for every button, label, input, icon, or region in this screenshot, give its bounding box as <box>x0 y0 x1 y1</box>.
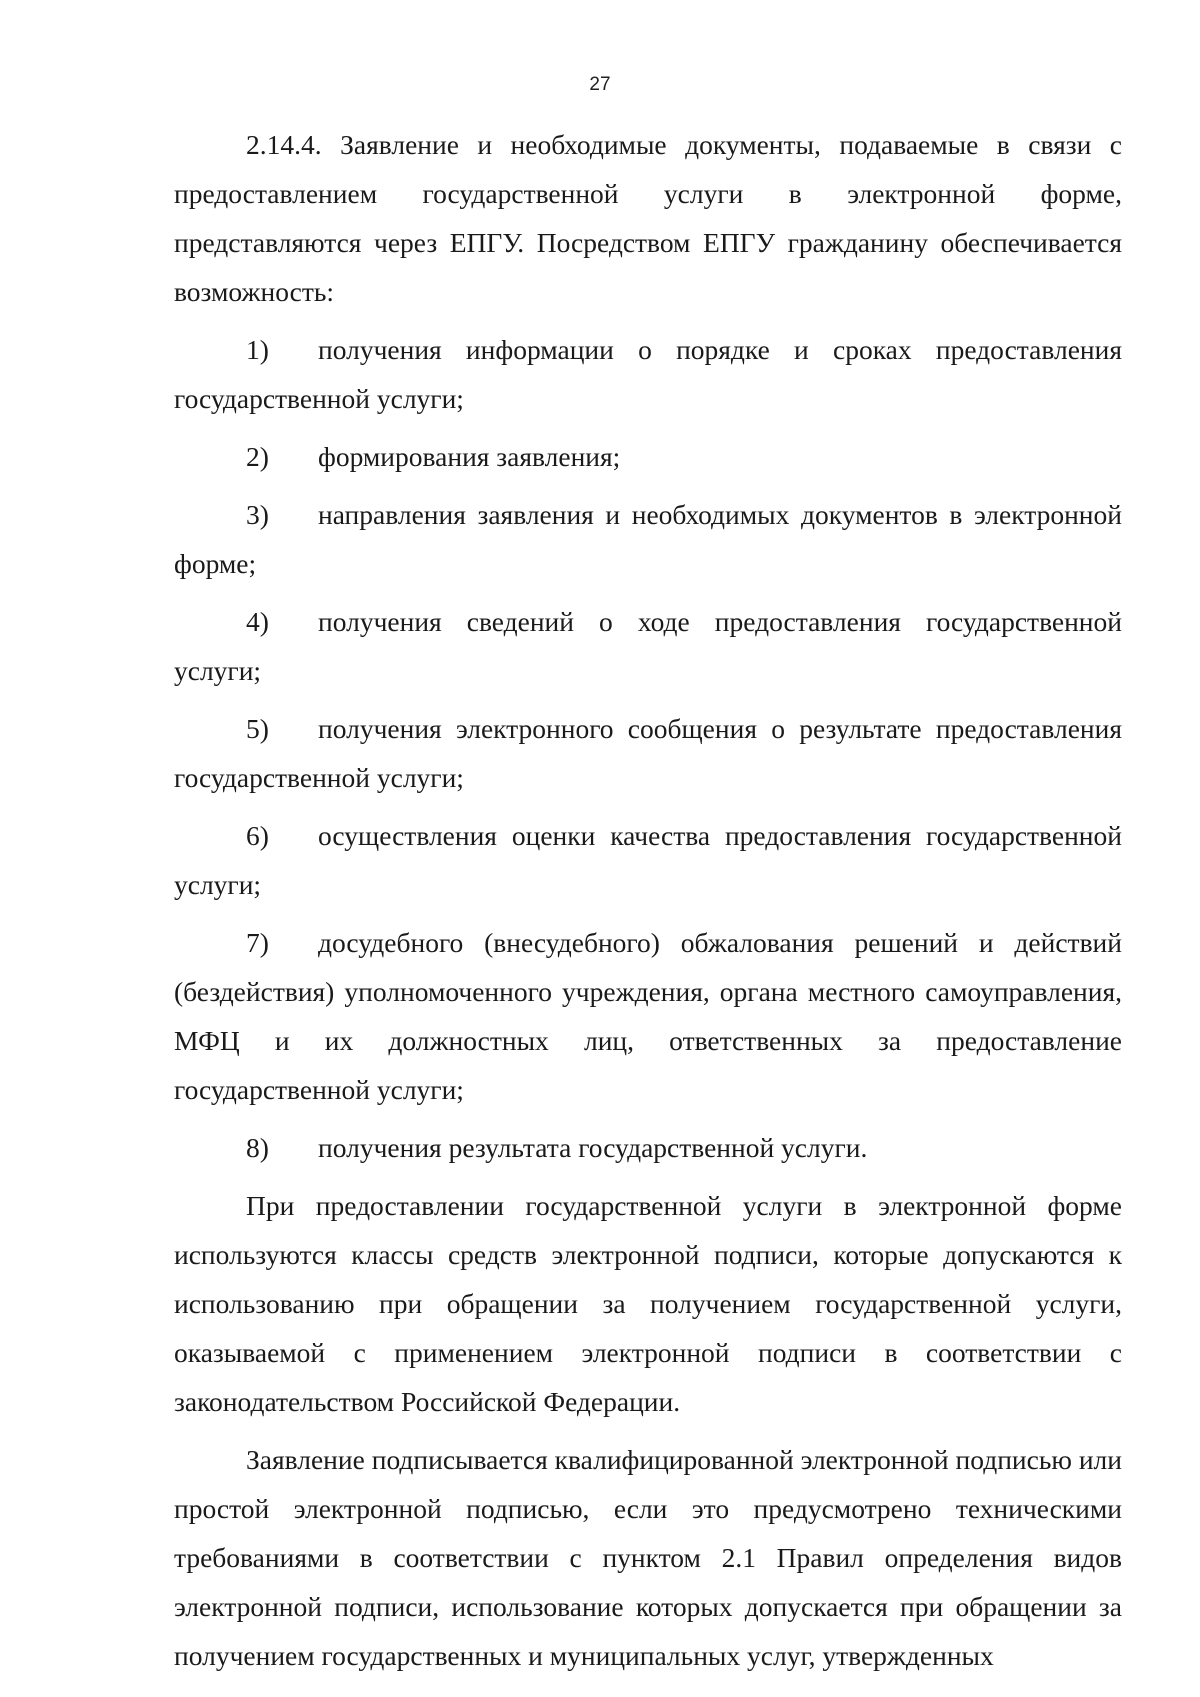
list-item-text: осуществления оценки качества предоставления государственной услуги; <box>174 820 1122 900</box>
list-item-text: получения электронного сообщения о результате предоставления государственной услуги; <box>174 713 1122 793</box>
list-item <box>174 597 1122 695</box>
document-body <box>174 120 1122 1680</box>
list-item-number: 1) <box>246 334 269 365</box>
list-item-text: получения результата государственной услуги. <box>318 1132 868 1163</box>
signature-classes-paragraph: При предоставлении государственной услуги в электронной форме используются классы средств электронной подписи, которые допускаются к использованию при обращении за получением государственной услуги, оказываемой с применением электронной подписи в соответствии с законодательством Российской Федерации. <box>174 1190 1122 1417</box>
list-item-text: направления заявления и необходимых документов в электронной форме; <box>174 499 1122 579</box>
list-item-number: 3) <box>246 499 269 530</box>
list-item <box>174 811 1122 909</box>
list-item-number: 8) <box>246 1132 269 1163</box>
list-item <box>174 325 1122 423</box>
list-item-text: формирования заявления; <box>318 441 621 472</box>
list-item <box>174 432 1122 481</box>
list-item-text: получения информации о порядке и сроках предоставления государственной услуги; <box>174 334 1122 414</box>
list-item-number: 2) <box>246 441 269 472</box>
list-item-number: 7) <box>246 927 269 958</box>
list-item-text: досудебного (внесудебного) обжалования решений и действий (бездействия) уполномоченного учреждения, органа местного самоуправления, МФЦ и их должностных лиц, ответственных за предоставление государственной услуги; <box>174 927 1122 1105</box>
list-item <box>174 1123 1122 1172</box>
list-item-number: 6) <box>246 820 269 851</box>
intro-paragraph: 2.14.4. Заявление и необходимые документы, подаваемые в связи с предоставлением государственной услуги в электронной форме, представляются через ЕПГУ. Посредством ЕПГУ гражданину обеспечивается возможность: <box>174 129 1122 307</box>
list-item-number: 4) <box>246 606 269 637</box>
list-item <box>174 490 1122 588</box>
list-item <box>174 704 1122 802</box>
page-number: 27 <box>589 74 611 95</box>
list-item-text: получения сведений о ходе предоставления государственной услуги; <box>174 606 1122 686</box>
list-item <box>174 918 1122 1114</box>
application-signed-paragraph: Заявление подписывается квалифицированной электронной подписью или простой электронной подписью, если это предусмотрено техническими требованиями в соответствии с пунктом 2.1 Правил определения видов электронной подписи, использование которых допускается при обращении за получением государственных и муниципальных услуг, утвержденных <box>174 1444 1122 1671</box>
list-item-number: 5) <box>246 713 269 744</box>
